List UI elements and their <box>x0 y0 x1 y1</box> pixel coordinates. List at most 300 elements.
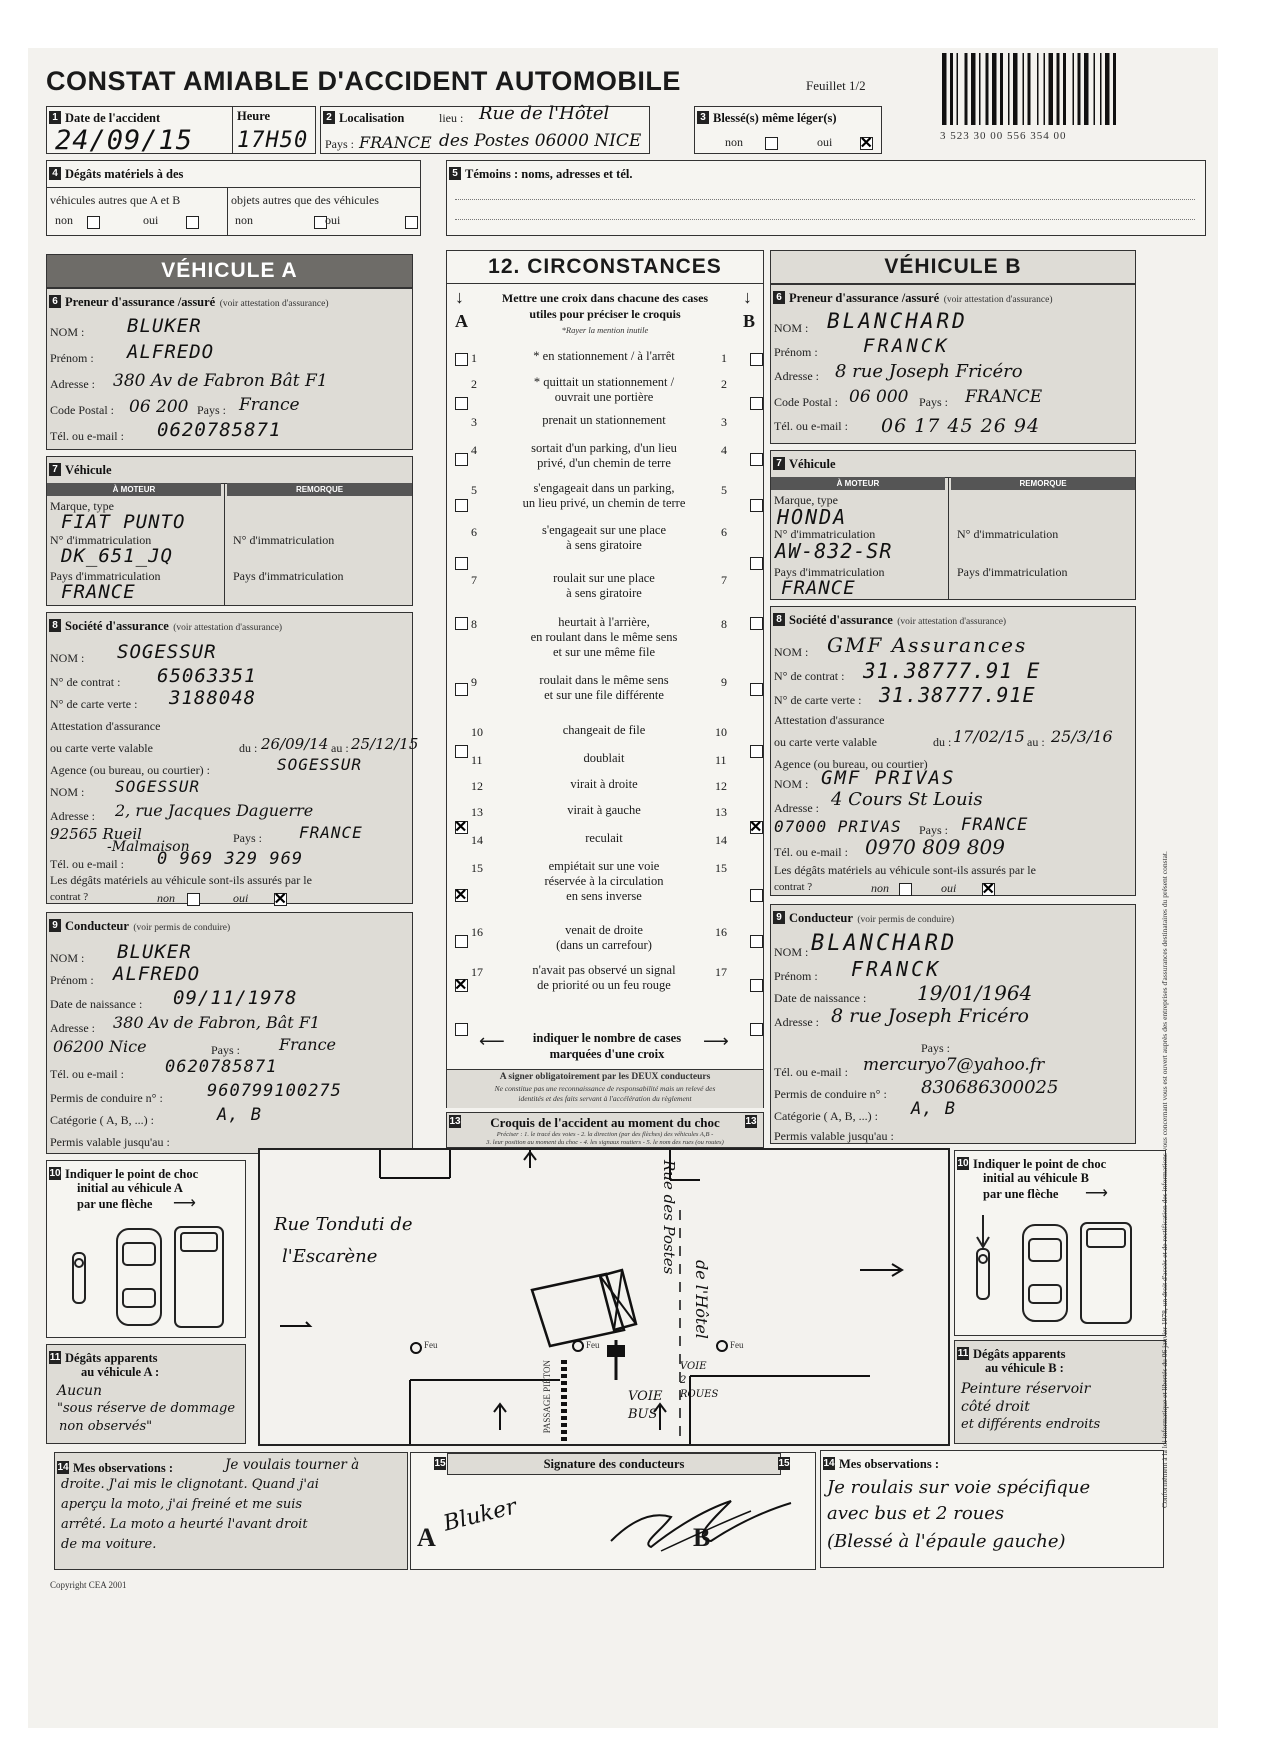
signatures-section <box>410 1452 816 1570</box>
a-driver-license[interactable]: 960799100275 <box>207 1081 342 1101</box>
insurer-note: (voir attestation d'assurance) <box>897 617 1007 627</box>
circumstance-b-checkbox-12[interactable] <box>750 979 763 992</box>
firstname-label: Prénom : <box>50 351 94 365</box>
a-covered-yes-checkbox[interactable] <box>274 893 287 906</box>
circumstance-text <box>509 571 699 601</box>
b-covered-no-checkbox[interactable] <box>899 883 912 896</box>
circumstance-text-line: reculait <box>585 831 623 845</box>
accident-time-value[interactable]: 17H50 <box>237 128 309 153</box>
covered-yes-label: oui <box>941 881 957 895</box>
vehicle-a-driver <box>46 912 413 1154</box>
circumstance-text-line: à sens giratoire <box>566 586 642 600</box>
trailer-plate-label: N° d'immatriculation <box>957 527 1059 541</box>
a-agency-phone[interactable]: 0 969 329 969 <box>157 849 304 869</box>
a-driver-country[interactable]: France <box>279 1035 337 1054</box>
country-value[interactable]: FRANCE <box>359 133 432 152</box>
a-driver-firstname[interactable]: ALFREDO <box>113 963 201 985</box>
accident-date-value[interactable]: 24/09/15 <box>55 125 194 156</box>
accident-report-form <box>28 48 1218 1728</box>
circumstance-text-line: empiétait sur une voie <box>548 859 660 873</box>
circumstance-number-a: 7 <box>471 573 477 587</box>
b-observation-3[interactable]: (Blessé à l'épaule gauche) <box>827 1531 1066 1552</box>
section-number: 4 <box>49 167 61 180</box>
a-agency-address[interactable]: 2, rue Jacques Daguerre <box>115 801 314 820</box>
b-observation-1[interactable]: Je roulais sur voie spécifique <box>827 1477 1091 1498</box>
license-valid-label: Permis valable jusqu'au : <box>774 1129 894 1143</box>
arrow-down-icon: ↓ <box>455 287 464 307</box>
impact-label-3: par une flèche <box>77 1197 153 1211</box>
motor-header: À MOTEUR <box>771 477 945 490</box>
driver-label: Conducteur <box>65 919 129 933</box>
a-observation-2[interactable]: droite. J'ai mis le clignotant. Quand j'ai <box>61 1477 319 1492</box>
b-driver-birthdate[interactable]: 19/01/1964 <box>917 981 1033 1005</box>
damage-label: Dégâts apparents <box>973 1347 1066 1361</box>
country-label: Pays : <box>211 1043 241 1057</box>
a-policyholder-country[interactable]: France <box>239 395 300 415</box>
contract-question: contrat ? <box>50 891 89 903</box>
circumstance-text-line: ouvrait une portière <box>554 390 654 404</box>
insurer-name-label: NOM : <box>50 651 85 665</box>
injured-yes-label: oui <box>817 135 833 149</box>
phone-label: Tél. ou e-mail : <box>774 419 848 433</box>
circumstance-text <box>509 441 699 471</box>
a-agency-name[interactable]: SOGESSUR <box>115 777 201 796</box>
count-label-2: marquées d'une croix <box>549 1047 665 1061</box>
injured-no-checkbox[interactable] <box>765 137 778 150</box>
a-covered-no-checkbox[interactable] <box>187 893 200 906</box>
a-policyholder-phone[interactable]: 0620785871 <box>157 419 282 441</box>
damage-covered-label: Les dégâts matériels au véhicule sont-ils assurés par le <box>50 873 312 887</box>
circumstance-a-checkbox-6[interactable] <box>455 617 468 630</box>
circumstance-a-checkbox-8[interactable] <box>455 745 468 758</box>
vehicle-b-visible-damage <box>954 1340 1166 1444</box>
b-agency-phone[interactable]: 0970 809 809 <box>865 835 1005 859</box>
agency-phone-label: Tél. ou e-mail : <box>774 845 848 859</box>
vehicle-b-vehicle <box>770 450 1136 600</box>
vehicle-b-driver <box>770 904 1136 1144</box>
b-vehicle-make[interactable]: HONDA <box>777 505 848 529</box>
other-objects-label: objets autres que des véhicules <box>231 193 379 207</box>
section-number: 11 <box>957 1348 969 1360</box>
instruction-1: Mettre une croix dans chacune des cases <box>501 291 709 305</box>
a-valid-from[interactable]: 26/09/14 <box>261 735 329 753</box>
agency-phone-label: Tél. ou e-mail : <box>50 857 124 871</box>
a-insurer-name[interactable]: SOGESSUR <box>117 641 217 663</box>
a-valid-to[interactable]: 25/12/15 <box>351 735 419 753</box>
section-number: 10 <box>49 1168 61 1180</box>
b-valid-to[interactable]: 25/3/16 <box>1051 727 1113 746</box>
material-damage-section <box>46 160 421 236</box>
impact-label-2: initial au véhicule B <box>983 1171 1089 1185</box>
section-number: 14 <box>823 1458 835 1470</box>
from-label: du : <box>933 735 952 749</box>
b-driver-email[interactable]: mercuryo7@yahoo.fr <box>863 1055 1045 1075</box>
date-label: Date de l'accident <box>65 111 161 125</box>
vehicle-b-observations <box>820 1450 1164 1568</box>
circumstance-a-checkbox-7[interactable] <box>455 683 468 696</box>
a-damage-text-2[interactable]: "sous réserve de dommage <box>57 1401 236 1416</box>
vehicles-yes-checkbox[interactable] <box>186 216 199 229</box>
circumstance-number-a: 11 <box>471 753 483 767</box>
address-label: Adresse : <box>50 377 95 391</box>
circumstances-section <box>446 250 764 1108</box>
green-card-label: N° de carte verte : <box>774 693 862 707</box>
a-policyholder-name[interactable]: BLUKER <box>127 315 202 337</box>
circumstance-b-checkbox-13[interactable] <box>750 1023 763 1036</box>
circumstance-a-checkbox-12[interactable] <box>455 979 468 992</box>
name-label: NOM : <box>50 325 85 339</box>
circumstance-a-checkbox-4[interactable] <box>455 499 468 512</box>
location-section <box>320 103 650 154</box>
circumstance-text-line: roulait dans le même sens <box>539 673 669 687</box>
b-policyholder-name[interactable]: BLANCHARD <box>827 309 968 333</box>
circumstance-text <box>509 803 699 818</box>
impact-label-3: par une flèche <box>983 1187 1059 1201</box>
signature-notice-3: identités et des faits servant à l'accélération du règlement <box>518 1094 692 1103</box>
circumstance-text-line: en sens inverse <box>566 889 642 903</box>
legal-side-note: Conformément à la loi informatique et libertés du 06 janvier 1978, un droit d'accès et de rectification des informations vous concernant vous est ouvert auprès des entreprises d'assurances destinataires du présent constat. <box>1160 851 1169 1508</box>
circumstance-text-line: venait de droite <box>565 923 643 937</box>
signature-notice-2: Ne constitue pas une reconnaissance de responsabilité mais un relevé des <box>494 1084 716 1093</box>
barcode-bar <box>992 53 997 125</box>
vehicle-silhouettes-icon <box>67 1223 237 1333</box>
vehicle-b-title: VÉHICULE B <box>884 255 1022 278</box>
circumstance-text <box>509 523 699 553</box>
circumstance-text-line: s'engageait sur une place <box>541 523 667 537</box>
a-contract-number[interactable]: 65063351 <box>157 665 257 687</box>
barcode-bar <box>986 53 989 125</box>
circumstance-text-line: virait à droite <box>570 777 638 791</box>
agency-address-label: Adresse : <box>50 809 95 823</box>
agency-label: Agence (ou bureau, ou courtier) <box>774 757 928 771</box>
place-value-2[interactable]: des Postes 06000 NICE <box>439 131 642 151</box>
circumstance-a-checkbox-1[interactable] <box>455 353 468 366</box>
b-driver-firstname[interactable]: FRANCK <box>851 957 942 981</box>
b-agency-address[interactable]: 4 Cours St Louis <box>831 789 983 810</box>
vehicles-no-checkbox[interactable] <box>87 216 100 229</box>
circumstance-number-b: 8 <box>721 617 727 631</box>
b-policyholder-postcode[interactable]: 06 000 <box>849 387 909 407</box>
barcode-bar <box>1013 53 1018 125</box>
section-number: 2 <box>323 111 335 124</box>
country-label: Pays : <box>919 395 949 409</box>
barcode-bar <box>1023 53 1025 125</box>
trailer-header: REMORQUE <box>227 483 412 496</box>
b-observation-2[interactable]: avec bus et 2 roues <box>827 1503 1005 1524</box>
circumstance-text-line: et sur une même file <box>552 645 656 659</box>
circumstance-text-line: changeait de file <box>562 723 646 737</box>
b-damage-text-1[interactable]: Peinture réservoir <box>961 1381 1091 1397</box>
barcode-number: 3 523 30 00 556 354 00 <box>940 130 1067 142</box>
circumstance-text-line: prenait un stationnement <box>542 413 666 427</box>
section-number: 9 <box>773 911 785 924</box>
plate-country-label: Pays d'immatriculation <box>50 569 161 583</box>
circumstance-b-checkbox-2[interactable] <box>750 397 763 410</box>
time-label: Heure <box>237 109 271 123</box>
section-number: 8 <box>773 613 785 626</box>
vehicle-label: Véhicule <box>789 457 836 471</box>
circumstance-a-checkbox-3[interactable] <box>455 453 468 466</box>
address-label: Adresse : <box>774 369 819 383</box>
other-vehicles-label: véhicules autres que A et B <box>50 193 181 207</box>
b-agency-address-2[interactable]: 07000 PRIVAS <box>774 817 902 836</box>
circumstance-b-checkbox-5[interactable] <box>750 557 763 570</box>
firstname-label: Prénom : <box>774 345 818 359</box>
a-agency[interactable]: SOGESSUR <box>277 755 363 774</box>
a-policyholder-address[interactable]: 380 Av de Fabron Bât F1 <box>113 371 328 391</box>
circumstance-b-checkbox-11[interactable] <box>750 935 763 948</box>
country-label: Pays : <box>325 137 355 151</box>
name-label: NOM : <box>50 951 85 965</box>
b-damage-text-2[interactable]: côté droit <box>961 1399 1030 1415</box>
circumstance-b-checkbox-1[interactable] <box>750 353 763 366</box>
trailer-header: REMORQUE <box>951 477 1135 490</box>
a-agency-address-2[interactable]: 92565 Rueil <box>50 825 142 843</box>
a-observation-5[interactable]: de ma voiture. <box>61 1537 157 1552</box>
circumstance-b-checkbox-4[interactable] <box>750 499 763 512</box>
street-label-1: Rue Tonduti de <box>274 1214 413 1235</box>
contract-label: N° de contrat : <box>50 675 121 689</box>
circumstance-text <box>509 859 699 904</box>
barcode-bar <box>957 53 959 125</box>
vehicle-a-title: VÉHICULE A <box>161 259 298 282</box>
a-driver-address[interactable]: 380 Av de Fabron, Bât F1 <box>113 1013 321 1032</box>
barcode-bar <box>1113 53 1116 125</box>
circumstance-b-checkbox-10[interactable] <box>750 889 763 902</box>
vehicle-silhouettes-icon <box>969 1215 1159 1333</box>
attestation-label: Attestation d'assurance <box>50 719 161 733</box>
circumstance-number-b: 17 <box>715 965 727 979</box>
crosswalk-label: PASSAGE PIÉTON <box>542 1360 552 1434</box>
circumstance-a-checkbox-13[interactable] <box>455 1023 468 1036</box>
injured-yes-checkbox[interactable] <box>860 137 873 150</box>
phone-label: Tél. ou e-mail : <box>50 429 124 443</box>
b-insurer-name[interactable]: GMF Assurances <box>827 633 1028 657</box>
b-green-card-number[interactable]: 31.38777.91E <box>879 683 1036 707</box>
circumstance-text <box>509 751 699 766</box>
circumstance-a-checkbox-9[interactable] <box>455 821 468 834</box>
vehicle-b-policyholder <box>770 284 1136 444</box>
circumstance-number-a: 2 <box>471 377 477 391</box>
circumstance-number-a: 14 <box>471 833 483 847</box>
circumstance-text <box>509 349 699 364</box>
signature-a-label: A <box>417 1523 436 1552</box>
circumstance-a-checkbox-2[interactable] <box>455 397 468 410</box>
b-policyholder-address[interactable]: 8 rue Joseph Fricéro <box>835 361 1023 382</box>
vehicles-no-label: non <box>55 213 73 227</box>
street-label-2: Rue des Postes <box>660 1160 678 1275</box>
sketch-note-2: 3. leur position au moment du choc - 4. les signaux routiers - 5. le nom des rues (ou routes) <box>486 1139 724 1146</box>
firstname-label: Prénom : <box>774 969 818 983</box>
section-number: 7 <box>49 463 61 476</box>
damage-label: Dégâts apparents <box>65 1351 158 1365</box>
insurer-note: (voir attestation d'assurance) <box>173 623 283 633</box>
b-driver-category[interactable]: A, B <box>911 1099 956 1119</box>
a-observation-4[interactable]: arrêté. La moto a heurté l'avant droit <box>61 1517 308 1532</box>
circumstance-b-checkbox-6[interactable] <box>750 617 763 630</box>
circumstance-b-checkbox-8[interactable] <box>750 745 763 758</box>
barcode-bar <box>1073 53 1075 125</box>
covered-no-label: non <box>157 891 175 905</box>
b-vehicle-plate[interactable]: AW-832-SR <box>775 539 893 563</box>
circumstance-text <box>509 963 699 993</box>
circumstance-text <box>509 481 699 511</box>
circumstance-number-b: 16 <box>715 925 727 939</box>
accident-sketch[interactable] <box>258 1148 950 1446</box>
section-number: 8 <box>49 619 61 632</box>
circumstance-text-line: (dans un carrefour) <box>556 938 652 952</box>
a-observation-1[interactable]: Je voulais tourner à <box>225 1457 360 1473</box>
agency-name-label: NOM : <box>774 777 809 791</box>
circumstance-b-checkbox-3[interactable] <box>750 453 763 466</box>
circumstance-b-checkbox-9[interactable] <box>750 821 763 834</box>
driver-note: (voir permis de conduire) <box>857 915 955 925</box>
a-driver-address-2[interactable]: 06200 Nice <box>53 1037 147 1056</box>
barcode-bar <box>1044 53 1046 125</box>
circumstance-text <box>509 723 699 738</box>
a-damage-text-1[interactable]: Aucun <box>57 1383 103 1399</box>
b-agency-country[interactable]: FRANCE <box>961 815 1029 835</box>
barcode-bar <box>1094 53 1096 125</box>
barcode-bar <box>1049 53 1054 125</box>
vehicle-a-observations <box>54 1452 408 1570</box>
circumstance-a-checkbox-10[interactable] <box>455 889 468 902</box>
objects-yes-checkbox[interactable] <box>405 216 418 229</box>
b-vehicle-country[interactable]: FRANCE <box>781 577 856 599</box>
accident-date-section <box>46 106 316 154</box>
b-policyholder-firstname[interactable]: FRANCK <box>863 335 950 357</box>
circumstance-number-a: 17 <box>471 965 483 979</box>
impact-label: Indiquer le point de choc <box>65 1167 199 1181</box>
a-vehicle-make[interactable]: FIAT PUNTO <box>61 511 186 533</box>
barcode-bar <box>1078 53 1081 125</box>
section-number: 5 <box>449 167 461 180</box>
circumstance-number-a: 16 <box>471 925 483 939</box>
signature-a[interactable]: Bluker <box>441 1494 520 1537</box>
circumstance-text <box>509 413 699 428</box>
section-number: 6 <box>49 295 61 308</box>
signature-notice-1: A signer obligatoirement par les DEUX conducteurs <box>499 1072 711 1082</box>
circumstance-text-line: * en stationnement / à l'arrêt <box>533 349 675 363</box>
phone-label: Tél. ou e-mail : <box>774 1065 848 1079</box>
circumstance-number-a: 10 <box>471 725 483 739</box>
vehicle-a-vehicle <box>46 456 413 606</box>
trailer-country-label: Pays d'immatriculation <box>233 569 344 583</box>
a-green-card-number[interactable]: 3188048 <box>169 687 257 709</box>
section-number: 6 <box>773 291 785 304</box>
address-label: Adresse : <box>774 1015 819 1029</box>
barcode-bar <box>1105 53 1110 125</box>
barcode-bar <box>1100 53 1102 125</box>
circumstance-number-b: 9 <box>721 675 727 689</box>
policyholder-label: Preneur d'assurance /assuré <box>65 295 216 309</box>
circumstance-text <box>509 923 699 953</box>
circumstance-number-a: 6 <box>471 525 477 539</box>
b-covered-yes-checkbox[interactable] <box>982 883 995 896</box>
b-agency-name[interactable]: GMF PRIVAS <box>821 767 956 789</box>
objects-yes-label: oui <box>325 213 341 227</box>
street-label-3: de l'Hôtel <box>692 1260 711 1339</box>
circumstance-text <box>509 777 699 792</box>
agency-address-label: Adresse : <box>774 801 819 815</box>
a-vehicle-plate[interactable]: DK_651_JQ <box>61 545 173 567</box>
place-label: lieu : <box>439 111 464 125</box>
barcode-bar <box>1084 53 1089 125</box>
a-vehicle-country[interactable]: FRANCE <box>61 581 136 603</box>
a-driver-name[interactable]: BLUKER <box>117 941 192 963</box>
vehicle-a-visible-damage <box>46 1344 246 1444</box>
valid-label: ou carte verte valable <box>774 735 877 749</box>
country-label: Pays : <box>921 1041 951 1055</box>
barcode-bar <box>1057 53 1060 125</box>
objects-no-label: non <box>235 213 253 227</box>
firstname-label: Prénom : <box>50 973 94 987</box>
b-contract-number[interactable]: 31.38777.91 E <box>863 659 1041 683</box>
b-valid-from[interactable]: 17/02/15 <box>953 727 1025 746</box>
circumstance-text-line: virait à gauche <box>567 803 641 817</box>
street-label-1b: l'Escarène <box>282 1246 378 1267</box>
b-driver-address[interactable]: 8 rue Joseph Fricéro <box>831 1005 1029 1027</box>
contract-label: N° de contrat : <box>774 669 845 683</box>
b-policyholder-country[interactable]: FRANCE <box>965 387 1043 407</box>
category-label: Catégorie ( A, B, ...) : <box>774 1109 878 1123</box>
plate-label: N° d'immatriculation <box>774 527 876 541</box>
barcode-bar <box>971 53 976 125</box>
signature-b[interactable] <box>601 1481 801 1561</box>
witnesses-label: Témoins : noms, adresses et tél. <box>465 167 633 181</box>
circumstance-text-line: un lieu privé, un chemin de terre <box>522 496 686 510</box>
traffic-light-label: Feu <box>730 1340 744 1350</box>
b-driver-name[interactable]: BLANCHARD <box>811 931 958 956</box>
circumstance-number-b: 10 <box>715 725 727 739</box>
a-driver-phone[interactable]: 0620785871 <box>165 1057 278 1077</box>
a-damage-text-3[interactable]: non observés" <box>59 1419 153 1434</box>
circumstance-a-checkbox-5[interactable] <box>455 557 468 570</box>
to-label: au : <box>1027 735 1045 749</box>
circumstance-text-line: en roulant dans le même sens <box>530 630 678 644</box>
signature-b-label: B <box>693 1523 711 1552</box>
a-driver-category[interactable]: A, B <box>217 1105 262 1125</box>
a-driver-birthdate[interactable]: 09/11/1978 <box>173 987 298 1009</box>
agency-label: Agence (ou bureau, ou courtier) : <box>50 763 210 777</box>
material-damage-label: Dégâts matériels à des <box>65 167 184 181</box>
a-policyholder-postcode[interactable]: 06 200 <box>129 397 189 417</box>
postcode-label: Code Postal : <box>774 395 839 409</box>
circumstance-b-checkbox-7[interactable] <box>750 683 763 696</box>
circumstance-number-b: 7 <box>721 573 727 587</box>
barcode-bar <box>950 53 953 125</box>
vehicle-label: Véhicule <box>65 463 112 477</box>
signature-notice <box>447 1069 763 1108</box>
b-damage-text-3[interactable]: et différents endroits <box>961 1417 1101 1432</box>
circumstance-text <box>509 831 699 846</box>
place-value[interactable]: Rue de l'Hôtel <box>479 103 610 124</box>
circumstance-number-a: 12 <box>471 779 483 793</box>
b-driver-license[interactable]: 830686300025 <box>921 1077 1059 1098</box>
circumstance-text-line: privé, d'un chemin de terre <box>537 456 671 470</box>
a-policyholder-firstname[interactable]: ALFREDO <box>127 341 215 363</box>
b-policyholder-phone[interactable]: 06 17 45 26 94 <box>881 415 1041 437</box>
a-agency-address-3[interactable]: -Malmaison <box>107 839 190 855</box>
driver-label: Conducteur <box>789 911 853 925</box>
circumstance-text-line: heurtait à l'arrière, <box>558 615 650 629</box>
category-label: Catégorie ( A, B, ...) : <box>50 1113 154 1127</box>
circumstance-a-checkbox-11[interactable] <box>455 935 468 948</box>
a-observation-3[interactable]: aperçu la moto, j'ai freiné et me suis <box>61 1497 303 1512</box>
form-title: CONSTAT AMIABLE D'ACCIDENT AUTOMOBILE <box>46 66 681 96</box>
a-agency-country[interactable]: FRANCE <box>299 823 363 842</box>
vehicle-a-insurer <box>46 612 419 905</box>
